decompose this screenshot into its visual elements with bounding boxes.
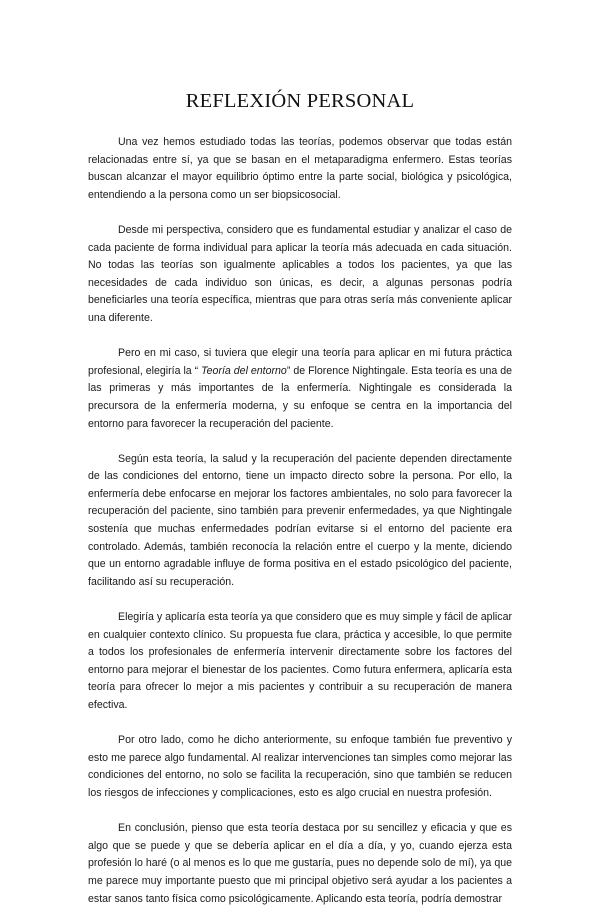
paragraph-7: En conclusión, pienso que esta teoría destaca por su sencillez y eficacia y que es algo que se puede y que se debería aplicar en el día a día, y yo, cuando ejerza esta profesión lo haré (o al menos es lo que me gustaría, pues no depende solo de mí), ya que me parece muy importante puesto que mi principal objetivo será ayudar a los pacientes a estar sanos tanto física como psicológicamente. Aplicando esta teoría, podría demostrar — [88, 822, 512, 905]
paragraph-4: Según esta teoría, la salud y la recuperación del paciente dependen directamente de las condiciones del entorno, tiene un impacto directo sobre la persona. Por ello, la enfermería debe enfocarse en mejorar los factores ambientales, no solo para favorecer la recuperación del paciente, sino también para prevenir enfermedades, ya que Nightingale sostenía que muchas enfermedades podrían evitarse si el entorno del paciente era controlado. Además, también reconocía la relación entre el cuerpo y la mente, diciendo que un entorno agradable influye de forma positiva en el estado psicológico del paciente, facilitando así su recuperación. — [88, 452, 512, 588]
paragraph-3-text-before: Pero en mi caso, si tuviera que elegir una teoría para aplicar en mi futura práctica profesional, elegiría la “ — [88, 347, 512, 377]
document-body — [88, 134, 512, 908]
page-title: REFLEXIÓN PERSONAL — [185, 90, 415, 112]
paragraph-1: Una vez hemos estudiado todas las teorías, podemos observar que todas están relacionadas entre sí, ya que se basan en el metaparadigma enfermero. Estas teorías buscan alcanzar el mayor equilibrio óptimo entre la parte social, biológica y psicológica, entendiendo a la persona como un ser biopsicosocial. — [88, 136, 512, 201]
paragraph-6: Por otro lado, como he dicho anteriormente, su enfoque también fue preventivo y esto me parece algo fundamental. Al realizar intervenciones tan simples como mejorar las condiciones del entorno, no solo se facilita la recuperación, sino que también se reducen los riesgos de infecciones y complicaciones, esto es algo crucial en nuestra profesión. — [88, 734, 512, 799]
paragraph-2: Desde mi perspectiva, considero que es fundamental estudiar y analizar el caso de cada paciente de forma individual para aplicar la teoría más adecuada en cada situación. No todas las teorías son igualmente aplicables a todos los pacientes, ya que las necesidades de cada individuo son únicas, es decir, a algunas personas podría beneficiarles una teoría específica, mientras que para otras sería más conveniente aplicar una diferente. — [88, 223, 512, 324]
paragraph-3 — [88, 345, 512, 433]
paragraph-3-text-after: ” de Florence Nightingale. Esta teoría es una de las primeras y más importantes de la enfermería. Nightingale es considerada la precursora de la enfermería moderna, y su enfoque se centra en la importancia del entorno para favorecer la recuperación del paciente. — [88, 364, 512, 430]
theory-name-italic: Teoría del entorno — [201, 364, 287, 377]
paragraph-5: Elegiría y aplicaría esta teoría ya que considero que es muy simple y fácil de aplicar en cualquier contexto clínico. Su propuesta fue clara, práctica y accesible, lo que permite a todos los profesionales de enfermería intervenir directamente sobre los factores del entorno para mejorar el bienestar de los pacientes. Como futura enfermera, aplicaría esta teoría para ofrecer lo mejor a mis pacientes y contribuir a su recuperación de manera efectiva. — [88, 611, 512, 711]
